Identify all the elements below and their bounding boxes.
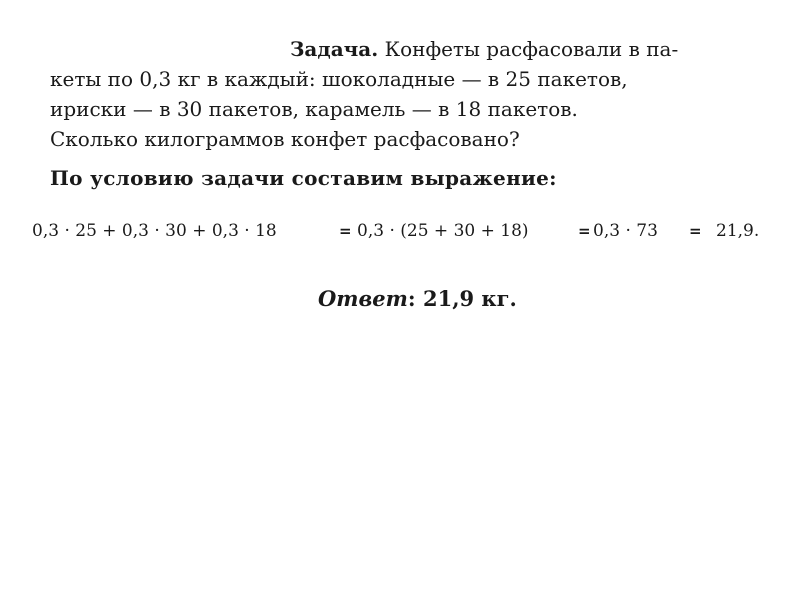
expression-part-1: 0,3 · 25 + 0,3 · 30 + 0,3 · 18 xyxy=(32,221,277,241)
problem-line-1-text: Конфеты расфасовали в па- xyxy=(378,37,679,61)
answer-colon: : xyxy=(407,286,416,311)
problem-line-1 xyxy=(50,34,755,64)
problem-line-3: ириски — в 30 пакетов, карамель — в 18 пакетов. xyxy=(50,97,578,121)
answer-line xyxy=(318,284,517,314)
answer-label: Ответ xyxy=(318,286,408,311)
problem-heading: Задача. xyxy=(290,37,379,61)
equals-sign-3: = xyxy=(689,222,702,240)
problem-line-4: Сколько килограммов конфет расфасовано? xyxy=(50,127,520,151)
problem-line-2: кеты по 0,3 кг в каждый: шоколадные — в 25 пакетов, xyxy=(50,67,628,91)
condition-text: По условию задачи составим выражение: xyxy=(50,166,557,190)
equals-sign-2: = xyxy=(578,222,591,240)
answer-value: 21,9 кг. xyxy=(415,286,517,311)
expression-part-2: 0,3 · (25 + 30 + 18) xyxy=(357,221,529,241)
expression-result: 21,9. xyxy=(716,221,760,241)
problem-statement xyxy=(50,34,755,154)
expression-part-3: 0,3 · 73 xyxy=(593,221,658,241)
equals-sign-1: = xyxy=(339,222,352,240)
